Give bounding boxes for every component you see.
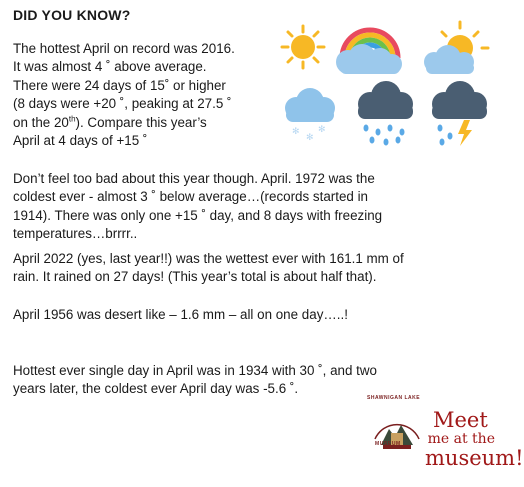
heading: DID YOU KNOW? (13, 7, 131, 23)
text-fragment: ). Compare this year’s (75, 114, 207, 130)
paragraph-driest-april (13, 306, 348, 324)
rain-cloud-icon (354, 80, 416, 148)
tagline-line: Meet (433, 408, 488, 432)
text-line: April 1956 was desert like – 1.6 mm – all on one day…..! (13, 307, 348, 322)
text-line: 1914). There was only one +15 ˚ day, and 8 days with freezing (13, 207, 383, 223)
svg-text:✻: ✻ (318, 125, 326, 135)
paragraph-extreme-days (13, 362, 377, 399)
paragraph-hottest-april (13, 40, 235, 150)
paragraph-coldest-april (13, 170, 382, 244)
sun-cloud-icon (420, 20, 492, 78)
meet-me-tagline (425, 408, 524, 470)
text-line: coldest ever - almost 3 ˚ below average…(records started in (13, 189, 369, 205)
svg-text:✻: ✻ (292, 127, 300, 137)
text-line: There were 24 days of 15˚ or higher (13, 77, 226, 93)
text-line: April 2022 (yes, last year!!) was the wettest ever with 161.1 mm of (13, 251, 404, 266)
weather-icons (278, 18, 498, 148)
storm-cloud-icon (428, 80, 490, 148)
museum-logo (365, 393, 524, 473)
logo-arc-text-top: SHAWNIGAN LAKE (367, 395, 421, 401)
text-line: The hottest April on record was 2016. (13, 41, 235, 56)
snow-cloud-icon (282, 86, 338, 146)
ordinal-suffix: th (68, 114, 76, 124)
sun-icon (280, 24, 326, 70)
svg-text:✻: ✻ (306, 133, 314, 143)
logo-arc-text-bottom: MUSEUM (375, 441, 401, 447)
text-line: It was almost 4 ˚ above average. (13, 59, 207, 75)
text-line: Hottest ever single day in April was in 1934 with 30 ˚, and two (13, 363, 377, 378)
text-line: years later, the coldest ever April day was -5.6 ˚. (13, 381, 299, 397)
text-line: April at 4 days of +15 ˚ (13, 133, 148, 149)
text-line (13, 114, 235, 132)
paragraph-wettest-april (13, 250, 404, 287)
text-line: temperatures…brrrr.. (13, 226, 138, 242)
rainbow-cloud-icon (330, 18, 410, 78)
text-line: Don’t feel too bad about this year though. April. 1972 was the (13, 171, 375, 186)
museum-emblem-icon (367, 399, 427, 461)
text-fragment: on the 20 (13, 114, 69, 130)
text-line: rain. It rained on 27 days! (This year’s total is about half that). (13, 269, 377, 285)
tagline-line: me at the (427, 431, 495, 447)
text-line: (8 days were +20 ˚, peaking at 27.5 ˚ (13, 96, 232, 112)
tagline-line: museum! (425, 446, 524, 470)
